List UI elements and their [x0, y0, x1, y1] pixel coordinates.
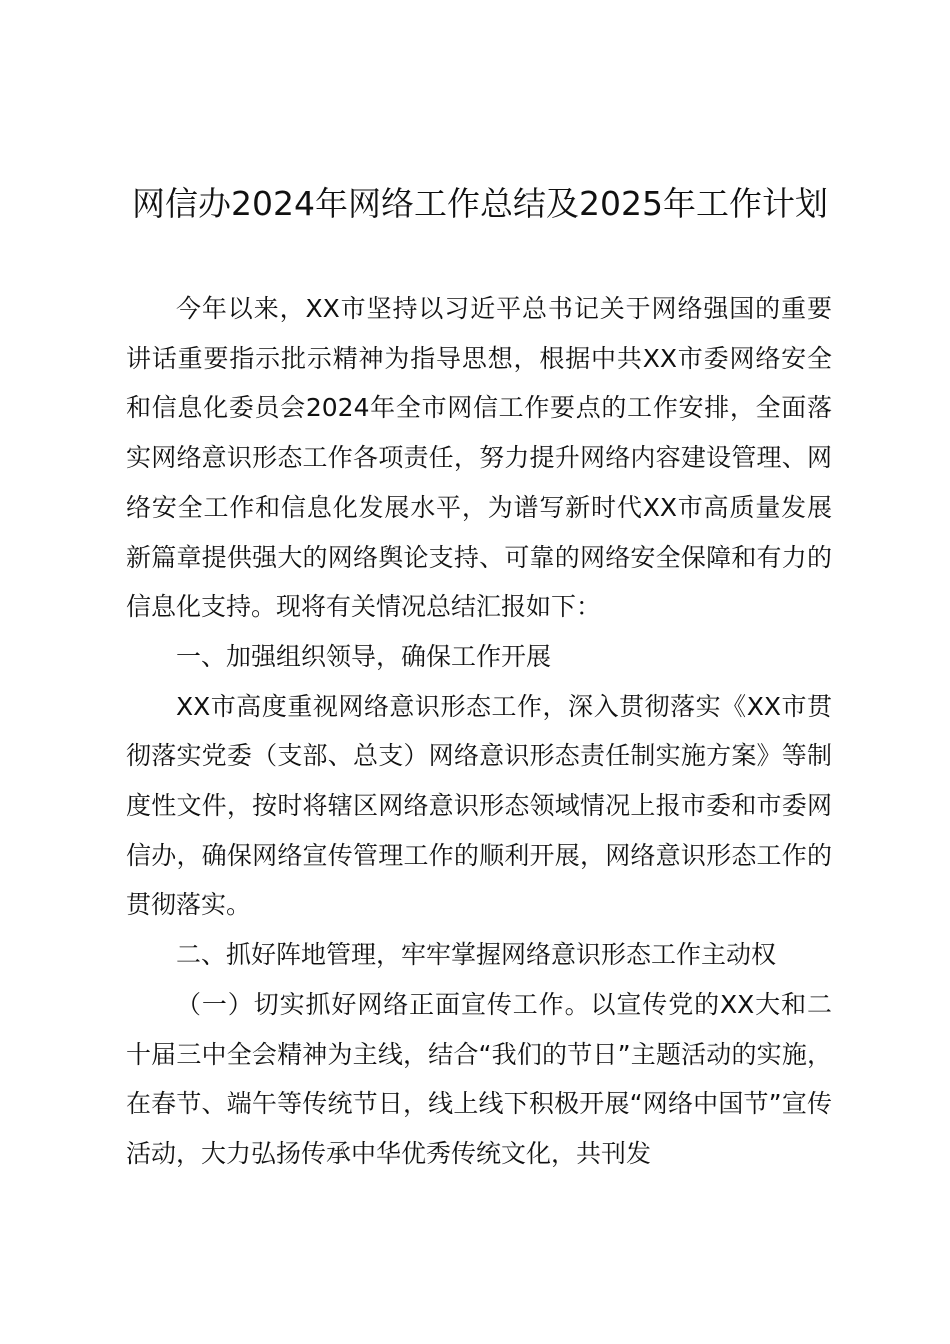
- section-1-paragraph: XX市高度重视网络意识形态工作，深入贯彻落实《XX市贯彻落实党委（支部、总支）网络意识形态责任制实施方案》等制度性文件，按时将辖区网络意识形态领域情况上报市委和市委网信办，确保网络宣传管理工作的顺利开展，网络意识形态工作的贯彻落实。: [126, 691, 832, 920]
- section-heading-2: 二、抓好阵地管理，牢牢掌握网络意识形态工作主动权: [176, 940, 777, 970]
- section-2-paragraph: （一）切实抓好网络正面宣传工作。以宣传党的XX大和二十届三中全会精神为主线，结合“我们的节日”主题活动的实施，在春节、端午等传统节日，线上线下积极开展“网络中国节”宣传活动，大力弘扬传承中华优秀传统文化，共刊发: [126, 989, 832, 1168]
- section-heading-1: 一、加强组织领导，确保工作开展: [176, 641, 552, 671]
- document-body: [126, 284, 832, 1179]
- document-title: 网信办2024年网络工作总结及2025年工作计划: [132, 184, 828, 223]
- intro-paragraph: 今年以来，XX市坚持以习近平总书记关于网络强国的重要讲话重要指示批示精神为指导思想，根据中共XX市委网络安全和信息化委员会2024年全市网信工作要点的工作安排，全面落实网络意识形态工作各项责任，努力提升网络内容建设管理、网络安全工作和信息化发展水平，为谱写新时代XX市高质量发展新篇章提供强大的网络舆论支持、可靠的网络安全保障和有力的信息化支持。现将有关情况总结汇报如下：: [126, 294, 832, 622]
